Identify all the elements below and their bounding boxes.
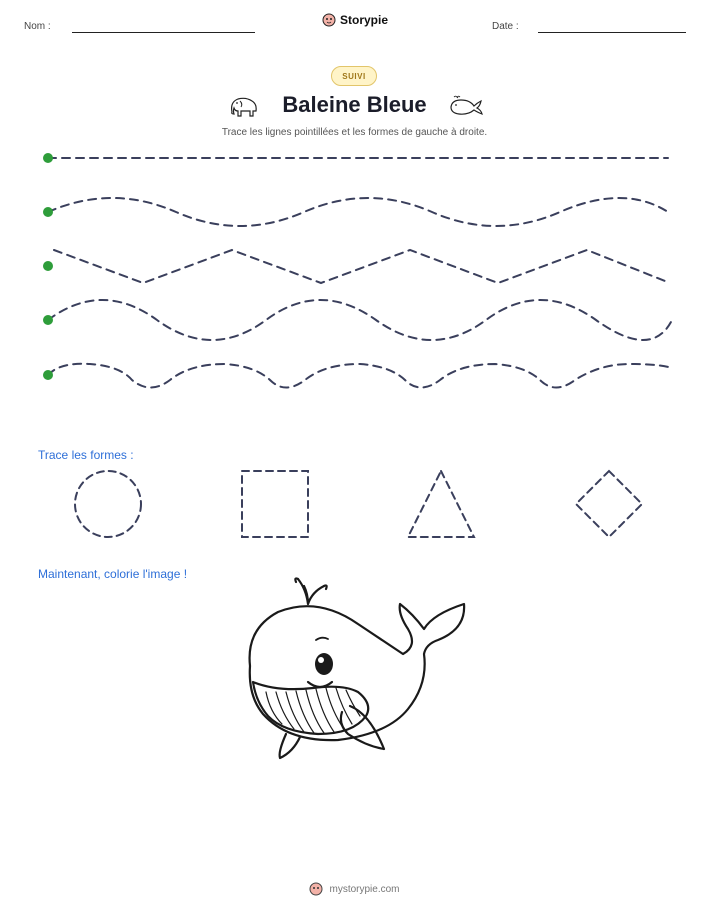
start-dot: [43, 370, 53, 380]
page-title: Baleine Bleue: [282, 92, 427, 117]
coloring-section-label: Maintenant, colorie l'image !: [38, 567, 188, 581]
shapes-section-label: Trace les formes :: [38, 448, 134, 462]
tracing-shapes: [0, 460, 709, 550]
name-label: Nom :: [24, 21, 51, 32]
start-dot: [43, 153, 53, 163]
tracing-line-bumpy-wave[interactable]: [48, 364, 672, 388]
tracing-line-gentle-wave[interactable]: [48, 198, 668, 226]
whale-coloring-image[interactable]: [238, 574, 470, 760]
shape-diamond[interactable]: [576, 471, 642, 537]
brand-name: Storypie: [340, 13, 389, 27]
storypie-mascot-icon: [309, 882, 323, 896]
footer: [0, 882, 709, 896]
tracing-line-wave[interactable]: [48, 300, 672, 340]
start-dot: [43, 207, 53, 217]
shape-circle[interactable]: [75, 471, 141, 537]
start-dot: [43, 261, 53, 271]
footer-site: mystorypie.com: [329, 883, 400, 895]
start-dot: [43, 315, 53, 325]
instruction-text: Trace les lignes pointillées et les formes de gauche à droite.: [221, 127, 488, 138]
shape-triangle[interactable]: [408, 471, 474, 537]
shape-square[interactable]: [242, 471, 308, 537]
date-label: Date :: [492, 21, 519, 32]
difficulty-badge: SUIVI: [331, 66, 377, 86]
tracing-line-zigzag[interactable]: [54, 250, 670, 283]
